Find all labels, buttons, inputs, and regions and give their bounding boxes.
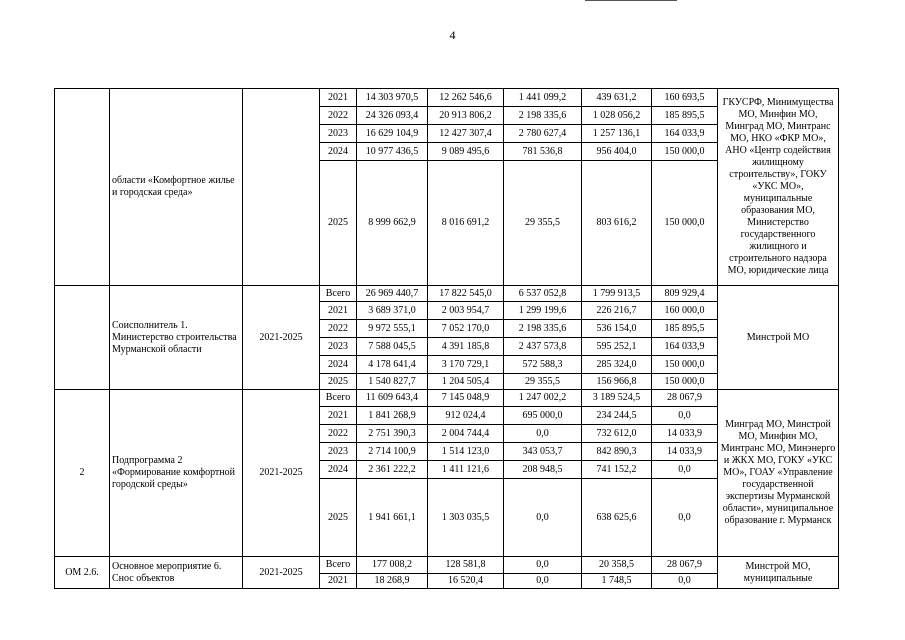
year-cell: 2021	[320, 407, 357, 425]
amount-cell: 1 540 827,7	[357, 374, 428, 390]
amount-cell: 0,0	[504, 479, 582, 557]
amount-cell: 0,0	[652, 479, 718, 557]
amount-cell: 177 008,2	[357, 557, 428, 574]
amount-cell: 26 969 440,7	[357, 286, 428, 302]
year-cell: 2025	[320, 479, 357, 557]
amount-cell: 28 067,9	[652, 390, 718, 407]
amount-cell: 1 411 121,6	[428, 461, 504, 479]
amount-cell: 28 067,9	[652, 557, 718, 574]
executors-cell: Минград МО, Минстрой МО, Минфин МО, Минтранс МО, Минэнерго и ЖКХ МО, ГОКУ «УКС МО», ГОАУ «Управление государственной экспертизы Мурманской области», муниципальное образование г. Мурманск	[718, 390, 839, 557]
amount-cell: 741 152,2	[582, 461, 652, 479]
year-cell: 2022	[320, 425, 357, 443]
amount-cell: 7 145 048,9	[428, 390, 504, 407]
row-number-cell: 2	[55, 390, 110, 557]
executors-cell: Минстрой МО	[718, 286, 839, 390]
amount-cell: 18 268,9	[357, 574, 428, 589]
amount-cell: 1 303 035,5	[428, 479, 504, 557]
amount-cell: 1 799 913,5	[582, 286, 652, 302]
year-cell: 2022	[320, 320, 357, 338]
amount-cell: 595 252,1	[582, 338, 652, 356]
amount-cell: 156 966,8	[582, 374, 652, 390]
amount-cell: 1 257 136,1	[582, 125, 652, 143]
amount-cell: 0,0	[504, 557, 582, 574]
year-cell: 2023	[320, 338, 357, 356]
amount-cell: 14 033,9	[652, 425, 718, 443]
year-cell: 2022	[320, 107, 357, 125]
year-cell: 2024	[320, 356, 357, 374]
period-cell: 2021-2025	[243, 286, 320, 390]
year-cell: 2025	[320, 161, 357, 286]
amount-cell: 2 361 222,2	[357, 461, 428, 479]
period-cell: 2021-2025	[243, 390, 320, 557]
amount-cell: 1 841 268,9	[357, 407, 428, 425]
amount-cell: 4 178 641,4	[357, 356, 428, 374]
amount-cell: 2 714 100,9	[357, 443, 428, 461]
amount-cell: 439 631,2	[582, 89, 652, 107]
budget-table	[54, 88, 839, 589]
amount-cell: 7 588 045,5	[357, 338, 428, 356]
amount-cell: 695 000,0	[504, 407, 582, 425]
amount-cell: 9 972 555,1	[357, 320, 428, 338]
table-row	[55, 286, 839, 302]
amount-cell: 4 391 185,8	[428, 338, 504, 356]
amount-cell: 20 913 806,2	[428, 107, 504, 125]
page-number: 4	[449, 28, 456, 42]
program-name-cell: Подпрограмма 2 «Формирование комфортной городской среды»	[110, 390, 243, 557]
amount-cell: 0,0	[652, 407, 718, 425]
table-row	[55, 89, 839, 107]
amount-cell: 732 612,0	[582, 425, 652, 443]
amount-cell: 12 427 307,4	[428, 125, 504, 143]
amount-cell: 2 437 573,8	[504, 338, 582, 356]
year-cell: 2021	[320, 302, 357, 320]
amount-cell: 0,0	[504, 574, 582, 589]
amount-cell: 0,0	[652, 461, 718, 479]
amount-cell: 2 780 627,4	[504, 125, 582, 143]
amount-cell: 164 033,9	[652, 125, 718, 143]
executors-cell: ГКУСРФ, Минимущества МО, Минфин МО, Минград МО, Минтранс МО, НКО «ФКР МО», АНО «Центр содействия жилищному строительству», ГОКУ «УКС МО», муниципальные образования МО, Министерство государственного жилищного и строительного надзора МО, юридические лица	[718, 89, 839, 286]
amount-cell: 185 895,5	[652, 107, 718, 125]
amount-cell: 2 751 390,3	[357, 425, 428, 443]
amount-cell: 16 629 104,9	[357, 125, 428, 143]
amount-cell: 150 000,0	[652, 143, 718, 161]
period-cell: 2021-2025	[243, 557, 320, 589]
amount-cell: 0,0	[504, 425, 582, 443]
amount-cell: 14 033,9	[652, 443, 718, 461]
amount-cell: 12 262 546,6	[428, 89, 504, 107]
amount-cell: 809 929,4	[652, 286, 718, 302]
amount-cell: 8 999 662,9	[357, 161, 428, 286]
amount-cell: 1 247 002,2	[504, 390, 582, 407]
amount-cell: 1 748,5	[582, 574, 652, 589]
period-cell	[243, 89, 320, 286]
amount-cell: 7 052 170,0	[428, 320, 504, 338]
amount-cell: 234 244,5	[582, 407, 652, 425]
year-cell: Всего	[320, 390, 357, 407]
amount-cell: 8 016 691,2	[428, 161, 504, 286]
amount-cell: 128 581,8	[428, 557, 504, 574]
year-cell: 2023	[320, 443, 357, 461]
amount-cell: 2 198 335,6	[504, 320, 582, 338]
amount-cell: 208 948,5	[504, 461, 582, 479]
row-number-cell	[55, 286, 110, 390]
amount-cell: 0,0	[652, 574, 718, 589]
amount-cell: 10 977 436,5	[357, 143, 428, 161]
amount-cell: 1 028 056,2	[582, 107, 652, 125]
amount-cell: 185 895,5	[652, 320, 718, 338]
year-cell: 2021	[320, 574, 357, 589]
amount-cell: 6 537 052,8	[504, 286, 582, 302]
amount-cell: 20 358,5	[582, 557, 652, 574]
amount-cell: 285 324,0	[582, 356, 652, 374]
amount-cell: 3 189 524,5	[582, 390, 652, 407]
row-number-cell	[55, 89, 110, 286]
amount-cell: 164 033,9	[652, 338, 718, 356]
amount-cell: 572 588,3	[504, 356, 582, 374]
amount-cell: 3 689 371,0	[357, 302, 428, 320]
year-cell: 2023	[320, 125, 357, 143]
amount-cell: 1 514 123,0	[428, 443, 504, 461]
amount-cell: 1 941 661,1	[357, 479, 428, 557]
table-row	[55, 557, 839, 574]
amount-cell: 160 000,0	[652, 302, 718, 320]
amount-cell: 2 003 954,7	[428, 302, 504, 320]
amount-cell: 343 053,7	[504, 443, 582, 461]
amount-cell: 803 616,2	[582, 161, 652, 286]
amount-cell: 14 303 970,5	[357, 89, 428, 107]
year-cell: Всего	[320, 557, 357, 574]
amount-cell: 9 089 495,6	[428, 143, 504, 161]
year-cell: 2024	[320, 143, 357, 161]
amount-cell: 2 198 335,6	[504, 107, 582, 125]
amount-cell: 842 890,3	[582, 443, 652, 461]
amount-cell: 160 693,5	[652, 89, 718, 107]
amount-cell: 16 520,4	[428, 574, 504, 589]
executors-cell: Минстрой МО, муниципальные	[718, 557, 839, 589]
amount-cell: 638 625,6	[582, 479, 652, 557]
year-cell: Всего	[320, 286, 357, 302]
amount-cell: 781 536,8	[504, 143, 582, 161]
amount-cell: 11 609 643,4	[357, 390, 428, 407]
amount-cell: 1 204 505,4	[428, 374, 504, 390]
amount-cell: 1 441 099,2	[504, 89, 582, 107]
amount-cell: 1 299 199,6	[504, 302, 582, 320]
program-name-cell: Соисполнитель 1. Министерство строительства Мурманской области	[110, 286, 243, 390]
program-name-cell: области «Комфортное жилье и городская среда»	[110, 89, 243, 286]
amount-cell: 226 216,7	[582, 302, 652, 320]
top-rule	[585, 0, 677, 1]
year-cell: 2025	[320, 374, 357, 390]
amount-cell: 956 404,0	[582, 143, 652, 161]
amount-cell: 29 355,5	[504, 374, 582, 390]
amount-cell: 24 326 093,4	[357, 107, 428, 125]
amount-cell: 17 822 545,0	[428, 286, 504, 302]
amount-cell: 536 154,0	[582, 320, 652, 338]
program-name-cell: Основное мероприятие 6. Снос объектов	[110, 557, 243, 589]
year-cell: 2021	[320, 89, 357, 107]
amount-cell: 150 000,0	[652, 356, 718, 374]
amount-cell: 29 355,5	[504, 161, 582, 286]
amount-cell: 150 000,0	[652, 161, 718, 286]
amount-cell: 2 004 744,4	[428, 425, 504, 443]
table-row	[55, 390, 839, 407]
amount-cell: 3 170 729,1	[428, 356, 504, 374]
row-number-cell: ОМ 2.6.	[55, 557, 110, 589]
year-cell: 2024	[320, 461, 357, 479]
amount-cell: 150 000,0	[652, 374, 718, 390]
amount-cell: 912 024,4	[428, 407, 504, 425]
